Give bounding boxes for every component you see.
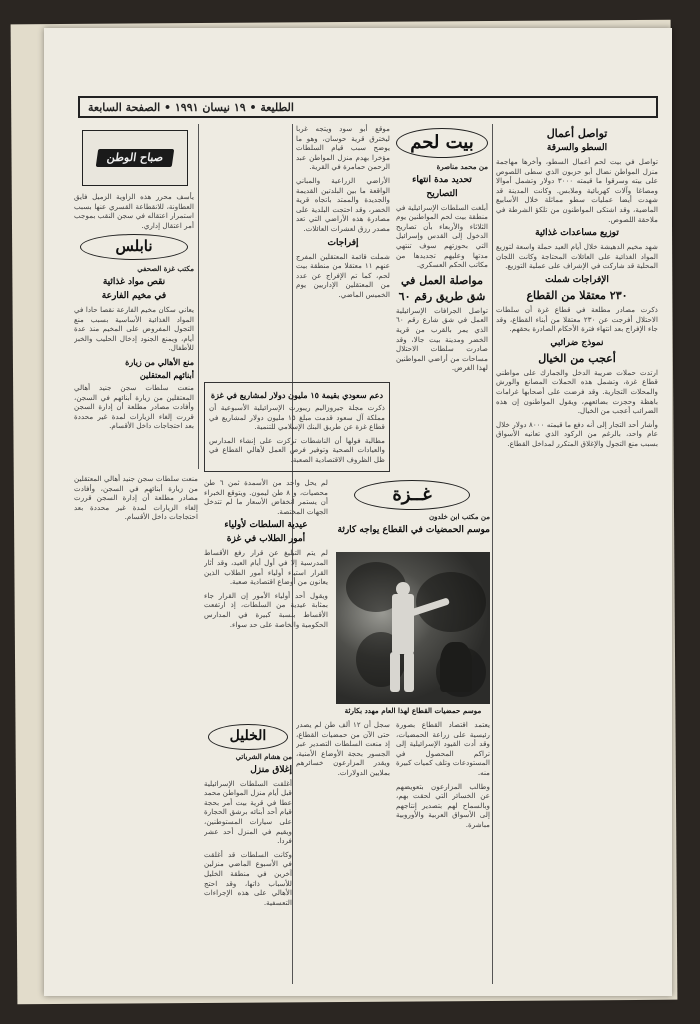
article-text: وكانت السلطات قد أغلقت في الأسبوع الماضي منزلين آخرين في منطقة الخليل للأسباب ذاتها، وقد احتج الأهالي على هذه الإجراءات التعسفية. [204, 849, 292, 907]
article-text: منعت سلطات سجن جنيد أهالي المعتقلين من زيارة أبنائهم في السجن، وأفادت مصادر مطلعة أن إدارة السجن قررت إلغاء الزيارات لمدة غير محددة بعد احتجاجات داخل الأقسام. [74, 474, 198, 522]
sabah-alwatan-logo [82, 130, 188, 186]
masthead: الطليعة • ١٩ نيسان ١٩٩١ • الصفحة السابعة [78, 96, 658, 118]
headline: السطو والسرقة [546, 143, 608, 153]
article-text: منعت سلطات سجن جنيد أهالي المعتقلين من زيارة أبنائهم في السجن، وأفادت مصادر مطلعة أن إدارة السجن قررت إلغاء الزيارات لمدة غير محددة بعد احتجاجات داخل الأقسام. [74, 382, 194, 431]
newspaper-page [44, 28, 672, 996]
byline: مكتب غزة الصحفي [137, 264, 194, 274]
section-title-gaza: غــزة [354, 480, 470, 510]
article-text: مطالبة فولها أن الناشطات تركزت على إنشاء المدارس والعيادات الصحية وتوفير فرص العمل لأهالي القطاع في ظل الظروف الاقتصادية الصعبة. [209, 435, 385, 464]
article-text: شهد مخيم الدهيشة خلال أيام العيد حملة واسعة لتوزيع المواد الغذائية على العائلات المحتاجة وكانت اللجان المحلية قد شاركت في الإشراف على عملية التوزيع. [496, 242, 658, 271]
headline: تحديد مدة انتهاء [412, 174, 472, 185]
article-text: لم يحل واحد من الأسمدة ثمن ٦ طن محصيات، و ٨ طن ليمون. ويتوقع الخبراء أن يستمر انخفاض الأسعار ما لم تتدخل الجهات المختصة. [204, 478, 328, 516]
column-bethlehem [396, 124, 488, 469]
column-left [74, 124, 194, 469]
article-text: تواصل في بيت لحم أعمال السطو، وأخرها مهاجمة منزل المواطن نضال أبو حزبون الذي سطى اللصوص على بيته وسرقوا ما قيمته ٣٠٠٠ دولار وتشمل أموالا ومصاغا وآلات كهربائية وملابس. وكانت المدينة قد شهدت أيضا عمليات سطو مماثلة خلال الأسابيع الماضية، وقد اشتكى المواطنون من تلكؤ الشرطة في ملاحقة اللصوص. [496, 157, 658, 224]
article-text: وطالب المزارعون بتعويضهم عن الخسائر التي لحقت بهم، وبالسماح لهم بتصدير إنتاجهم إلى الأسواق العربية والأوروبية مباشرة. [396, 781, 490, 829]
headline: عيدية السلطات لأولياء [224, 520, 308, 531]
article-text: لم يتم التبليغ عن قرار رفع الأقساط المدرسية إلا في أول أيام العيد، وقد أثار القرار استياء أولياء أمور الطلاب الذين يعانون من أوضاع اقتصادية صعبة. [204, 548, 328, 587]
article-text: يعتمد اقتصاد القطاع بصورة رئيسية على زراعة الحمضيات، وقد أدت القيود الإسرائيلية إلى تراكم المحصول في المستودعات وتلف كميات كبيرة منه. [396, 720, 490, 777]
headline: ٢٣٠ معتقلا من القطاع [526, 288, 628, 302]
headline: أبنائهم المعتقلين [139, 369, 194, 380]
gaza-text-left [296, 720, 390, 986]
hebron-section [204, 722, 292, 986]
headline: شق طريق رقم ٦٠ [398, 289, 486, 303]
headline: أعجب من الخيال [538, 351, 616, 365]
headline: موسم الحمضيات في القطاع يواجه كارثة [337, 524, 490, 535]
article-text: شملت قائمة المعتقلين المفرج عنهم ١١ معتقلا من منطقة بيت لحم، كما تم الإفراج عن عدد من المعتقلين الإداريين يوم الخميس الماضي. [296, 251, 390, 299]
headline: إفراجات [327, 237, 359, 248]
byline: من مكتب ابن خلدون [428, 512, 490, 521]
logo-area [74, 124, 194, 192]
byline: من محمد مناصرة [436, 162, 488, 171]
headline: التصاريح [426, 188, 458, 199]
byline: من هشام الشرباتي [235, 752, 292, 761]
headline: في مخيم الفارعة [101, 290, 167, 301]
box-headline: دعم سعودي بقيمة ١٥ مليون دولار لمشاريع في غزة [210, 390, 384, 400]
logo-text: صباح الوطن [96, 149, 175, 167]
headline: توزيع مساعدات غذائية [535, 228, 619, 239]
article-text: ويقول أحد أولياء الأمور إن القرار جاء بمثابة عيدية من السلطات، إذ ارتفعت الأقساط بنسبة كبيرة في المدارس الحكومية والخاصة على حد سواء. [204, 590, 328, 629]
article-text: أغلقت السلطات الإسرائيلية قبل أيام منزل المواطن محمد عطا في قرية بيت أمر بحجة قيام أحد أبنائه برشق الحجارة على سيارات المستوطنين، ويقيم في المنزل أحد عشر فردا. [204, 778, 292, 846]
article-text: يأسف محرر هذه الزاوية الزميل فايق العطاونة، للانقطاعة القسري عنها بسبب استمرار اعتقاله في سجن النقب بموجب أمر اعتقال إداري. [74, 192, 194, 230]
article-text: يعاني سكان مخيم الفارعة نقصا حادا في المواد الغذائية الأساسية بسبب منع التجول المفروض على المخيم منذ عدة أيام، ويمنع الجنود إدخال الحليب والخبز للأطفال. [74, 304, 194, 353]
article-text: أبلغت السلطات الإسرائيلية في منطقة بيت لحم المواطنين يوم الثلاثاء والأربعاء بأن تصاريح الدخول إلى القدس وإسرائيل التي بحوزتهم سوف تنتهي مدتها وعليهم تجديدها من مكاتب الحكم العسكري. [396, 202, 488, 270]
article-text: سجل أن ١٢ ألف طن لم يصدر حتى الآن من حمضيات القطاع، إذ منعت السلطات التصدير عبر الجسور بحجة الأوضاع الأمنية، ويقدر المزارعون خسائرهم بملايين الدولارات. [296, 720, 390, 777]
headline: إغلاق منزل [250, 764, 292, 775]
article-text: ذكرت مجلة جيروزاليم ريبورت الإسرائيلية الأسبوعية أن مملكة آل سعود قدمت مبلغ ١٥ مليون دولار لمشاريع في قطاع غزة عن طريق البنك الإسلامي للتنمية. [209, 403, 385, 432]
article-text: الأراضي الزراعية والمباني الواقعة ما بين البلدتين القديمة والجديدة والممتد باتجاه قرية الخضر، وقد احتجت البلدية على مصادرة هذه الأراضي التي تعد مصدر رزق لعشرات العائلات. [296, 175, 390, 233]
column-middle [296, 124, 390, 379]
article-text: ارتدت حملات ضريبة الدخل والجمارك على مواطني قطاع غزة، وتشمل هذه الحملات المصانع والورش والمحلات التجارية. وقد فرضت على أصحابها غرامات باهظة وحجزت بضائعهم، ويقول المواطنون إن هذه الضرائب أعجب من الخيال. [496, 367, 658, 416]
gaza-header [334, 478, 490, 548]
headline: أمور الطلاب في غزة [226, 534, 306, 545]
headline: الإفراجات شملت [545, 274, 609, 285]
section-title-hebron: الخليل [208, 724, 288, 750]
article-text: ذكرت مصادر مطلعة في قطاع غزة أن سلطات الاحتلال أفرجت عن ٢٣٠ معتقلا من أبناء القطاع، وقد جاء الإفراج بعد انتهاء فترة الأحكام الصادرة بحقهم. [496, 304, 658, 334]
headline: نقص مواد غذائية [102, 276, 166, 287]
section-title-nablus: نابلس [80, 234, 188, 260]
column-left-middle [204, 478, 328, 718]
gaza-text-right [396, 720, 490, 986]
photo-caption: موسم حمضيات القطاع لهذا العام مهدد بكارثة [344, 706, 482, 715]
headline: تواصل أعمال [546, 127, 608, 140]
article-text: وأشار أحد التجار إلى أنه دفع ما قيمته ٨٠٠٠ دولار خلال عام واحد، بالرغم من الركود الذي تعانيه الأسواق بسبب منع التجول والإغلاق المتكرر لمداخل القطاع. [496, 419, 658, 448]
headline: مواصلة العمل في [400, 273, 483, 287]
column-right [496, 124, 658, 986]
headline: منع الأهالي من زيارة [125, 356, 194, 367]
saudi-support-box [204, 382, 390, 472]
citrus-photo [336, 552, 490, 704]
article-text: تواصل الجرافات الإسرائيلية العمل في شق شارع رقم ٦٠ الذي يمر بالقرب من قرية الخضر ومدينة بيت جالا، وقد صادرت سلطات الاحتلال مساحات من أراضي المواطنين لهذا الغرض. [396, 305, 488, 373]
article-text: موقع أبو سود ويتجه غربا ليخترق قرية حوسان، وهو ما يوضح سبب قيام السلطات مؤخرا بهدم منزل المواطن عبد الرحمن حمامرة في القرية. [296, 124, 390, 172]
column-left-lower [74, 474, 198, 986]
column-rule [492, 124, 493, 984]
section-title-bethlehem: بيت لحم [396, 128, 488, 158]
headline: نموذج ضرائبي [550, 337, 604, 348]
column-rule [198, 124, 199, 469]
